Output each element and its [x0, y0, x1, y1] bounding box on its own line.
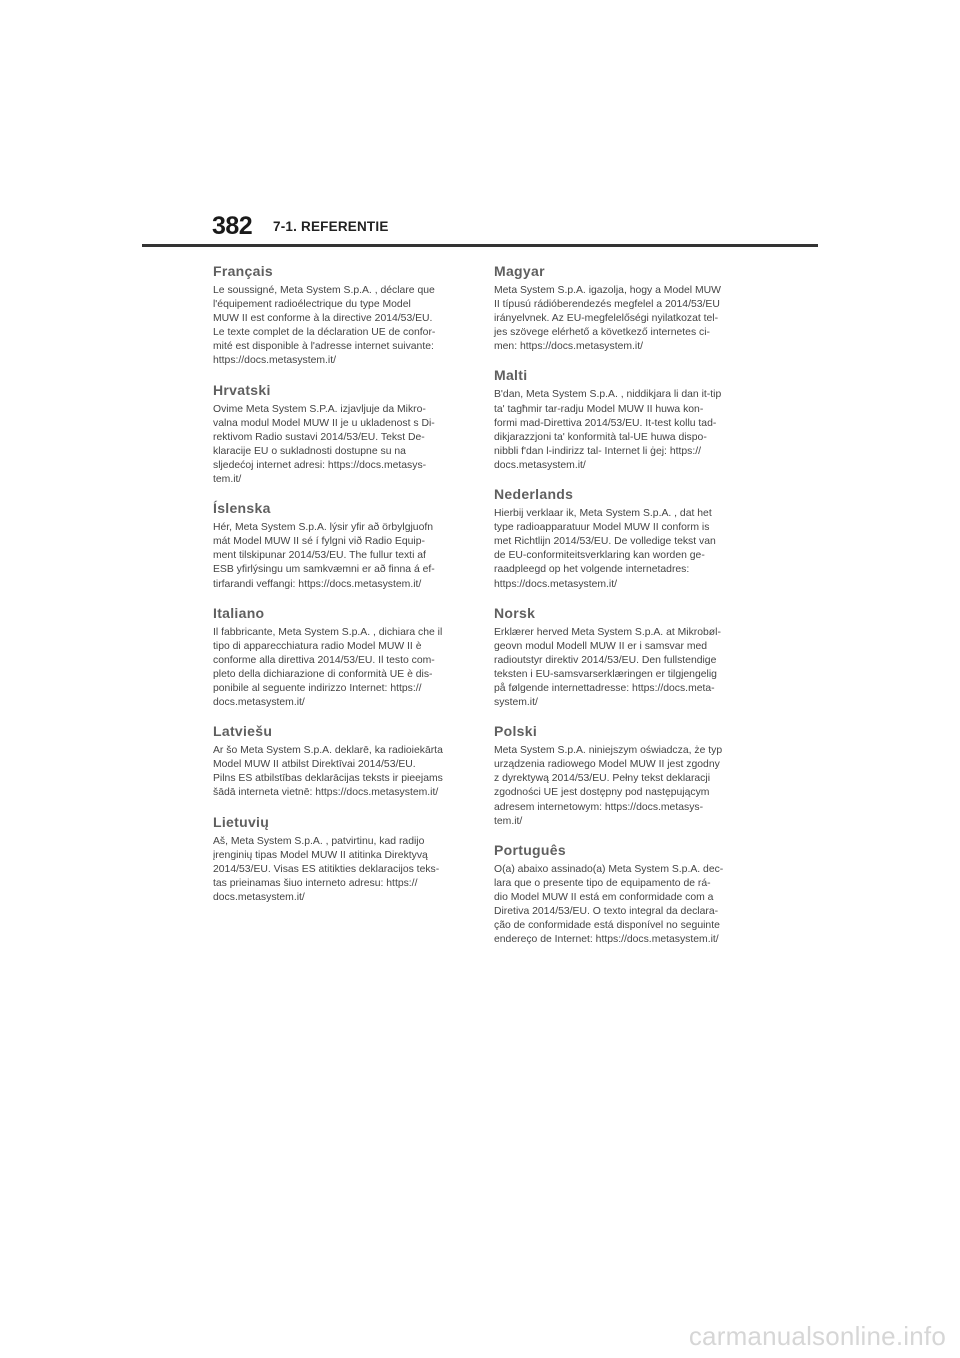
lang-heading: Latviešu [213, 723, 273, 740]
lang-text: Erklærer herved Meta System S.p.A. at Mikrobøl- geovn modul Modell MUW II er i samsvar med radioutstyr direktiv 2014/53/EU. Den fullstendige teksten i EU-samsvarserklæringen er tilgjengelig på følgende internettadresse: https://docs.meta- system.it/ [494, 626, 721, 709]
section-title: 7-1. REFERENTIE [273, 219, 389, 234]
lang-block-norsk [494, 605, 744, 711]
lang-text: Meta System S.p.A. niniejszym oświadcza, że typ urządzenia radiowego Model MUW II jest zgodny z dyrektywą 2014/53/EU. Pełny tekst deklaracji zgodności UE jest dostępny pod następującym adresem internetowym: https://docs.metasys- tem.it/ [494, 745, 723, 827]
lang-block-islenska [213, 500, 463, 591]
lang-text: Hér, Meta System S.p.A. lýsir yfir að örbylgjuofn mát Model MUW II sé í fylgni við Radio Equip- ment tilskipunar 2014/53/EU. The fullur texti af ESB yfirlýsingu um samkvæmni er að finna á ef- tirfarandi veffangi: https://docs.metasystem.it/ [213, 522, 435, 590]
lang-block-hrvatski [213, 382, 463, 488]
lang-text: B'dan, Meta System S.p.A. , niddikjara li dan it-tip ta' tagħmir tar-radju Model MUW II huwa kon- formi mad-Direttiva 2014/53/EU. It-test kollu tad- dikjarazzjoni ta' konformità tal-UE huwa dispo- nibbli f'dan l-indirizz tal- Internet li ġej: https:// docs.metasystem.it/ [494, 389, 722, 471]
lang-block-italiano [213, 605, 463, 711]
lang-heading: Italiano [213, 604, 265, 621]
lang-text: Il fabbricante, Meta System S.p.A. , dichiara che il tipo di apparecchiatura radio Model MUW II è conforme alla direttiva 2014/53/EU. Il testo com- pleto della dichiarazione di conformità UE è dis- ponibile al seguente indirizzo Internet: https:// docs.metasystem.it/ [213, 626, 443, 709]
lang-heading: Malti [494, 367, 528, 384]
lang-heading: Íslenska [213, 500, 271, 517]
right-column [494, 263, 744, 960]
lang-text: O(a) abaixo assinado(a) Meta System S.p.A. dec- lara que o presente tipo de equipamento de rá- dio Model MUW II está em conformidade com a Diretiva 2014/53/EU. O texto integral da declara- ção de conformidade está disponível no seguinte endereço de Internet: https://docs.metasystem.it/ [494, 863, 724, 946]
lang-heading: Lietuvių [213, 813, 270, 830]
lang-block-portugues [494, 842, 744, 948]
lang-heading: Português [494, 841, 566, 858]
lang-block-nederlands [494, 486, 744, 592]
lang-block-malti [494, 367, 744, 473]
lang-block-polski [494, 723, 744, 829]
lang-heading: Norsk [494, 604, 536, 621]
lang-heading: Nederlands [494, 486, 574, 503]
lang-text: Ar šo Meta System S.p.A. deklarē, ka radioiekārta Model MUW II atbilst Direktīvai 2014/53/EU. Pilns ES atbilstības deklarācijas teksts ir pieejams šādā interneta vietnē: https://docs.metasystem.it/ [213, 745, 443, 799]
lang-text: Ovime Meta System S.P.A. izjavljuje da Mikro- valna modul Model MUW II je u ukladenost s Di- rektivom Radio sustavi 2014/53/EU. Tekst De- klaracije EU o sukladnosti dostupne su na sljedećoj internet adresi: https://docs.metasys- tem.it/ [213, 403, 435, 486]
lang-text: Meta System S.p.A. igazolja, hogy a Model MUW II típusú rádióberendezés megfelel a 2014/53/EU irányelvnek. Az EU-megfelelőségi nyilatkozat tel- jes szövege elérhető a következő internetes ci- men: https://docs.metasystem.it/ [494, 285, 721, 353]
lang-text: Aš, Meta System S.p.A. , patvirtinu, kad radijo įrenginių tipas Model MUW II atitinka Direktyvą 2014/53/EU. Visas ES atitikties deklaracijos teks- tas prieinamas šiuo interneto adresu: https:// docs.metasystem.it/ [213, 835, 440, 903]
lang-heading: Magyar [494, 263, 545, 279]
lang-text: Le soussigné, Meta System S.p.A. , déclare que l'équipement radioélectrique du type Model MUW II est conforme à la directive 2014/53/EU. Le texte complet de la déclaration UE de confor- mité est disponible à l'adresse internet suivante: https://docs.metasystem.it/ [213, 285, 436, 367]
lang-heading: Hrvatski [213, 381, 271, 398]
lang-block-francais [213, 263, 463, 369]
left-column [213, 263, 463, 918]
lang-heading: Polski [494, 723, 538, 740]
watermark: carmanualsonline.info [688, 1321, 946, 1351]
lang-heading: Français [213, 263, 273, 279]
lang-block-lietuviu [213, 814, 463, 905]
lang-block-magyar [494, 263, 744, 354]
lang-block-latviesu [213, 723, 463, 800]
lang-text: Hierbij verklaar ik, Meta System S.p.A. , dat het type radioapparatuur Model MUW II conform is met Richtlijn 2014/53/EU. De volledige tekst van de EU-conformiteitsverklaring kan worden ge- raadpleegd op het volgende internetadres: https://docs.metasystem.it/ [494, 508, 716, 590]
header-divider [142, 244, 818, 247]
page-number: 382 [212, 212, 253, 240]
